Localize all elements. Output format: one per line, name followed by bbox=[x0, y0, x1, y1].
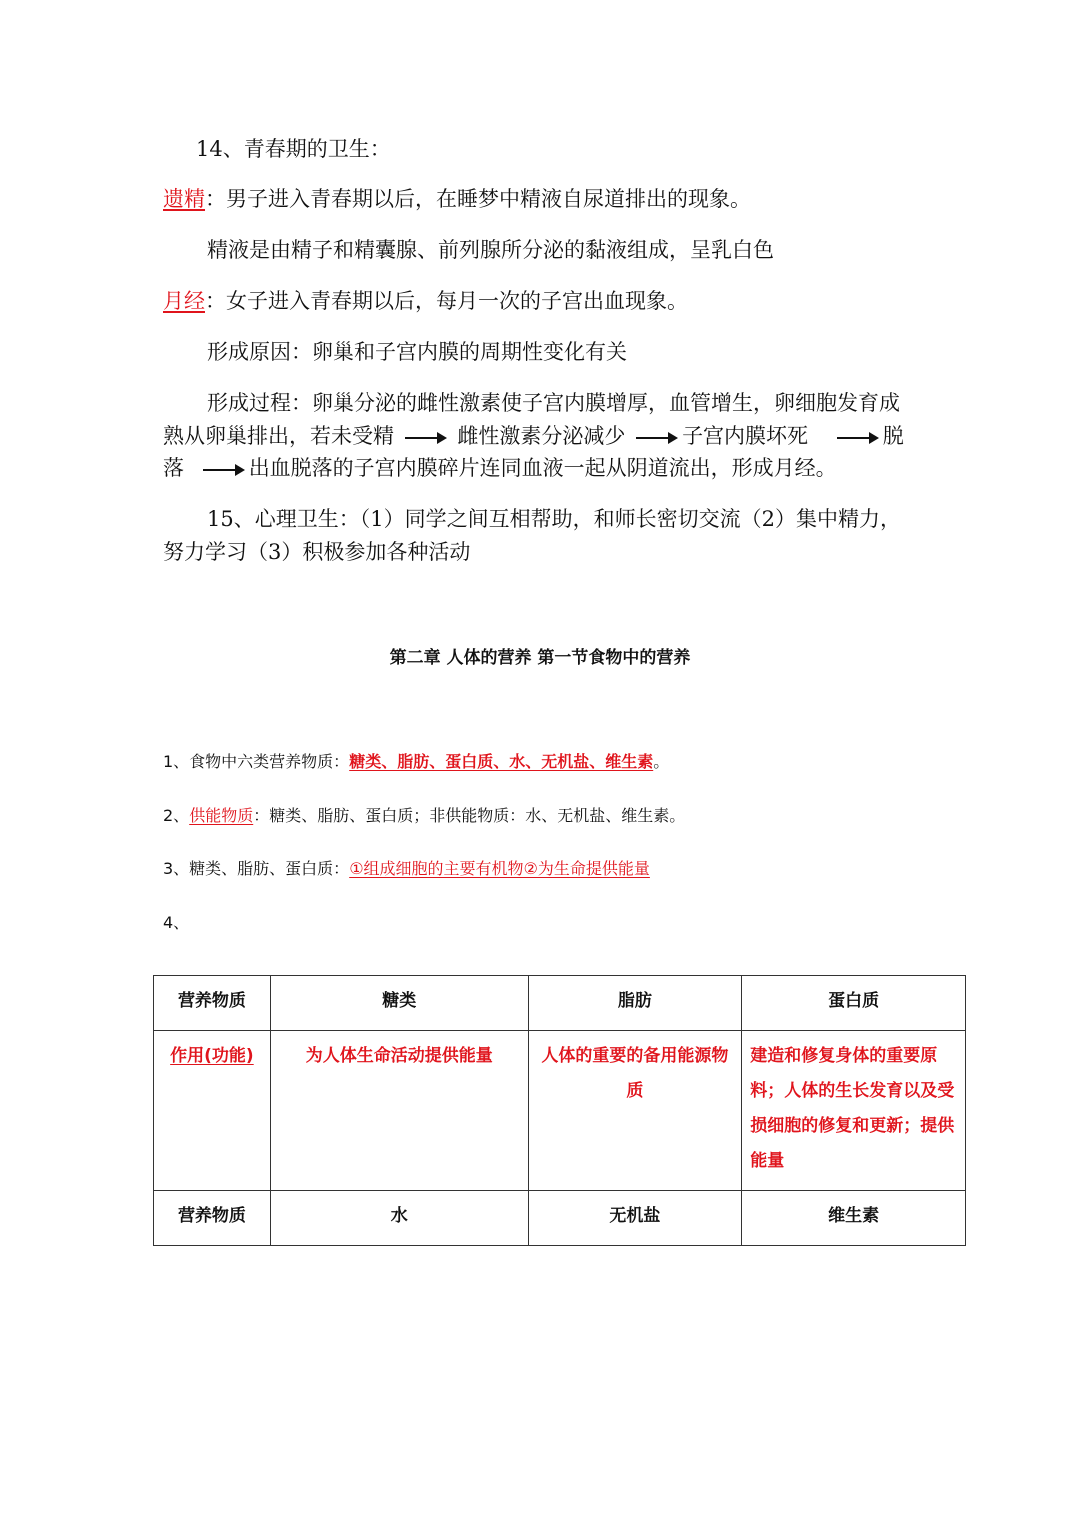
point-1-prefix: 1、食物中六类营养物质： bbox=[163, 752, 350, 771]
process-step: 落 bbox=[163, 456, 184, 480]
point-2-rest: ：糖类、脂肪、蛋白质；非供能物质：水、无机盐、维生素。 bbox=[253, 806, 686, 825]
right-arrow-icon bbox=[203, 464, 245, 476]
right-arrow-icon bbox=[405, 432, 447, 444]
six-nutrients: 糖类、脂肪、蛋白质、水、无机盐、维生素 bbox=[349, 752, 654, 771]
right-arrow-icon bbox=[837, 432, 879, 444]
process-step: 子宫内膜坏死 bbox=[682, 424, 809, 448]
table-cell: 水 bbox=[270, 1191, 528, 1246]
organic-function: ①组成细胞的主要有机物②为生命提供能量 bbox=[349, 859, 650, 878]
process-step: 脱 bbox=[882, 424, 904, 448]
process-step: 出血脱落的子宫内膜碎片连同血液一起从阴道流出，形成月经。 bbox=[248, 456, 837, 480]
point-1-end: 。 bbox=[653, 752, 670, 771]
function-label: 作用(功能) bbox=[170, 1046, 254, 1066]
section-14-heading: 14、青春期的卫生： bbox=[196, 137, 391, 161]
table-cell bbox=[154, 1031, 271, 1191]
colon: ： bbox=[205, 289, 226, 313]
table-cell: 人体的重要的备用能源物质 bbox=[528, 1031, 742, 1191]
semen-description: 精液是由精子和精囊腺、前列腺所分泌的黏液组成，呈乳白色 bbox=[207, 238, 774, 262]
point-3-prefix: 3、糖类、脂肪、蛋白质： bbox=[163, 859, 350, 878]
right-arrow-icon bbox=[636, 432, 678, 444]
mental-hygiene-line-2: 努力学习（3）积极参加各种活动 bbox=[163, 540, 471, 564]
nocturnal-definition: 男子进入青春期以后，在睡梦中精液自尿道排出的现象。 bbox=[226, 187, 751, 211]
point-4: 4、 bbox=[163, 913, 190, 932]
term-menstruation: 月经 bbox=[163, 289, 205, 313]
point-2 bbox=[163, 803, 685, 826]
table-cell: 为人体生命活动提供能量 bbox=[270, 1031, 528, 1191]
energy-substances-term: 供能物质 bbox=[189, 806, 254, 825]
nocturnal-emission-line bbox=[163, 187, 751, 212]
table-cell: 维生素 bbox=[742, 1191, 966, 1246]
colon: ： bbox=[205, 187, 226, 211]
nutrients-table bbox=[153, 975, 966, 1246]
process-step: 雌性激素分泌减少 bbox=[457, 424, 626, 448]
point-1 bbox=[163, 749, 669, 772]
table-cell: 营养物质 bbox=[154, 1191, 271, 1246]
table-row bbox=[154, 976, 966, 1031]
table-cell: 营养物质 bbox=[154, 976, 271, 1031]
menstruation-definition: 女子进入青春期以后，每月一次的子宫出血现象。 bbox=[226, 289, 688, 313]
menstruation-process-line-3 bbox=[163, 456, 837, 481]
table-cell: 糖类 bbox=[270, 976, 528, 1031]
chapter-title: 第二章 人体的营养 第一节食物中的营养 bbox=[389, 648, 691, 668]
process-step: 熟从卵巢排出，若未受精 bbox=[163, 424, 394, 448]
mental-hygiene-line-1: 15、心理卫生：（1）同学之间互相帮助，和师长密切交流（2）集中精力， bbox=[207, 507, 901, 531]
table-cell: 无机盐 bbox=[528, 1191, 742, 1246]
table-cell: 蛋白质 bbox=[742, 976, 966, 1031]
menstruation-cause: 形成原因：卵巢和子宫内膜的周期性变化有关 bbox=[207, 340, 627, 364]
term-nocturnal-emission: 遗精 bbox=[163, 187, 205, 211]
table-cell: 脂肪 bbox=[528, 976, 742, 1031]
table-cell: 建造和修复身体的重要原料；人体的生长发育以及受损细胞的修复和更新；提供能量 bbox=[742, 1031, 966, 1191]
menstruation-process-line-1: 形成过程：卵巢分泌的雌性激素使子宫内膜增厚，血管增生，卵细胞发育成 bbox=[207, 391, 900, 415]
menstruation-process-line-2 bbox=[163, 424, 904, 449]
table-row bbox=[154, 1191, 966, 1246]
menstruation-line bbox=[163, 289, 688, 314]
point-3 bbox=[163, 856, 650, 879]
point-2-prefix: 2、 bbox=[163, 806, 190, 825]
table-row bbox=[154, 1031, 966, 1191]
